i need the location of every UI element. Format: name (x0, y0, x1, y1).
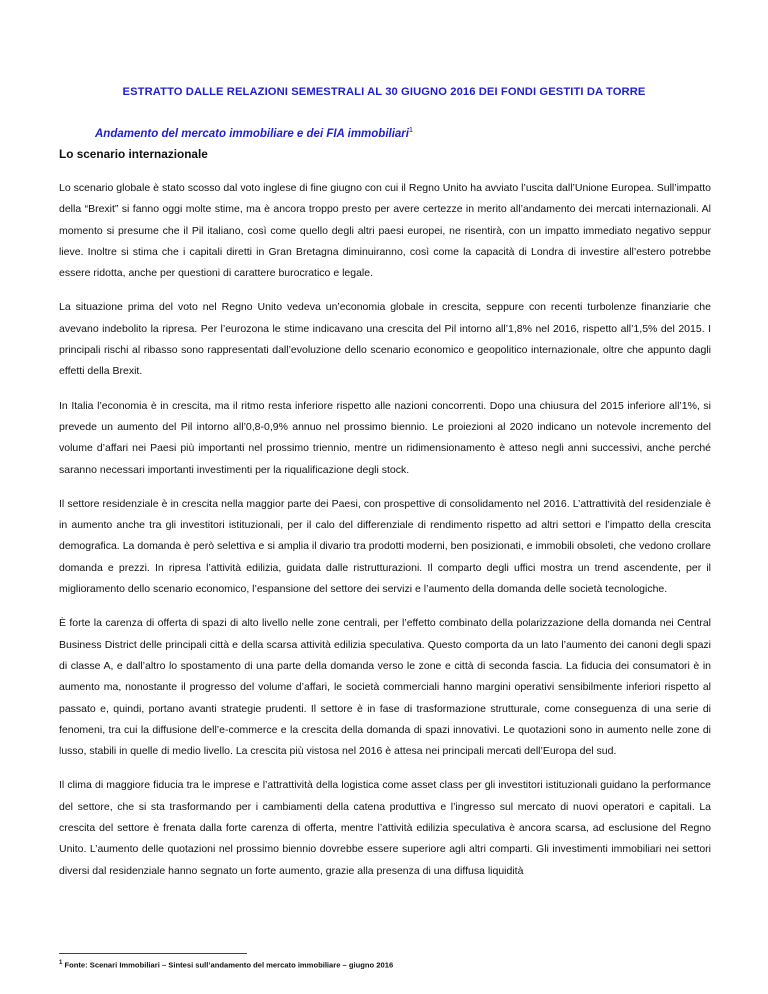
paragraph: Il clima di maggiore fiducia tra le imprese e l’attrattività della logistica come asset class per gli investitori istituzionali guidano la performance del settore, che si sta trasformando per i cambiamenti della catena produttiva e l’ingresso sul mercato di nuovi operatori e capitali. La crescita del settore è frenata dalla forte carenza di offerta, mentre l’attività edilizia speculativa è ancora scarsa, ad esclusione del Regno Unito. L’aumento delle quotazioni nel prossimo biennio dovrebbe essere superiore agli altri comparti. Gli investimenti immobiliari nei settori diversi dal residenziale hanno segnato un forte aumento, grazie alla presenza di una diffusa liquidità (59, 779, 711, 877)
paragraph: Lo scenario globale è stato scosso dal voto inglese di fine giugno con cui il Regno Unito ha avviato l’uscita dall’Unione Europea. Sull’impatto della “Brexit” si fanno oggi molte stime, ma è ancora troppo presto per avere certezze in merito all’andamento dei mercati internazionali. Al momento si presume che il Pil italiano, così come quello degli altri paesi europei, ne risentirà, con un impatto immediato negativo seppur lieve. Inoltre si stima che i capitali diretti in Gran Bretagna diminuiranno, così come la capacità di Londra di investire all’estero potrebbe essere ridotta, anche per questioni di carattere burocratico e legale. (59, 182, 711, 280)
paragraph: La situazione prima del voto nel Regno Unito vedeva un’economia globale in crescita, seppure con recenti turbolenze finanziarie che avevano indebolito la ripresa. Per l’eurozona le stime indicavano una crescita del Pil intorno all’1,8% nel 2016, rispetto all’1,5% del 2015. I principali rischi al ribasso sono rappresentati dall’evoluzione dello scenario economico e geopolitico internazionale, oltre che appunto dagli effetti della Brexit. (59, 301, 711, 378)
paragraph: In Italia l’economia è in crescita, ma il ritmo resta inferiore rispetto alle nazioni concorrenti. Dopo una chiusura del 2015 inferiore all’1%, si prevede un aumento del Pil intorno all’0,8-0,9% annuo nel prossimo biennio. Le proiezioni al 2020 indicano un notevole incremento del volume d’affari nei Paesi più importanti nel prossimo triennio, mentre un ridimensionamento è atteso negli anni successivi, anche perché saranno necessari importanti investimenti per la riqualificazione degli stock. (59, 399, 711, 476)
footnote-divider (59, 953, 247, 954)
paragraph: È forte la carenza di offerta di spazi di alto livello nelle zone centrali, per l’effetto combinato della polarizzazione della domanda nei Central Business District delle principali città e della scarsa attività edilizia speculativa. Questo comporta da un lato l’aumento dei canoni degli spazi di classe A, e dall’altro lo spostamento di una parte della domanda verso le zone e città di seconda fascia. La fiducia dei consumatori è in aumento ma, nonostante il progresso del volume d’affari, le società commerciali hanno margini operativi sensibilmente inferiori rispetto al passato e, quindi, portano avanti strategie prudenti. Il settore è in fase di trasformazione strutturale, come conseguenza di una serie di fenomeni, tra cui la diffusione dell’e-commerce e la crescita della domanda di spazi innovativi. Le quotazioni sono in aumento nelle zone di lusso, stabili in quelle di medio livello. La crescita più vistosa nel 2016 è attesa nei principali mercati dell’Europa del sud. (59, 617, 711, 758)
document-title: ESTRATTO DALLE RELAZIONI SEMESTRALI AL 30 GIUGNO 2016 DEI FONDI GESTITI DA TORRE (122, 86, 646, 98)
footnote-text: Fonte: Scenari Immobiliari – Sintesi sull’andamento del mercato immobiliare – giugno 2016 (64, 960, 394, 970)
subtitle (95, 127, 413, 140)
footnote-number: 1 (59, 960, 63, 966)
body-text (59, 178, 711, 895)
subtitle-text: Andamento del mercato immobiliare e dei FIA immobiliari (95, 127, 409, 140)
section-heading: Lo scenario internazionale (59, 147, 208, 161)
paragraph: Il settore residenziale è in crescita nella maggior parte dei Paesi, con prospettive di consolidamento nel 2016. L’attrattività del residenziale è in aumento anche tra gli investitori istituzionali, per il calo del differenziale di rendimento rispetto ad altri settori e l’impatto della crescita demografica. La domanda è però selettiva e si amplia il divario tra prodotti moderni, ben posizionati, e immobili obsoleti, che vedono crollare domanda e prezzi. In ripresa l’attività edilizia, guidata dalle ristrutturazioni. Il comparto degli uffici mostra un trend ascendente, per il miglioramento dello scenario economico, l’espansione del settore dei servizi e l’aumento della domanda delle società tecnologiche. (59, 497, 711, 596)
footnote-ref: 1 (408, 127, 413, 134)
footnote (59, 960, 393, 970)
